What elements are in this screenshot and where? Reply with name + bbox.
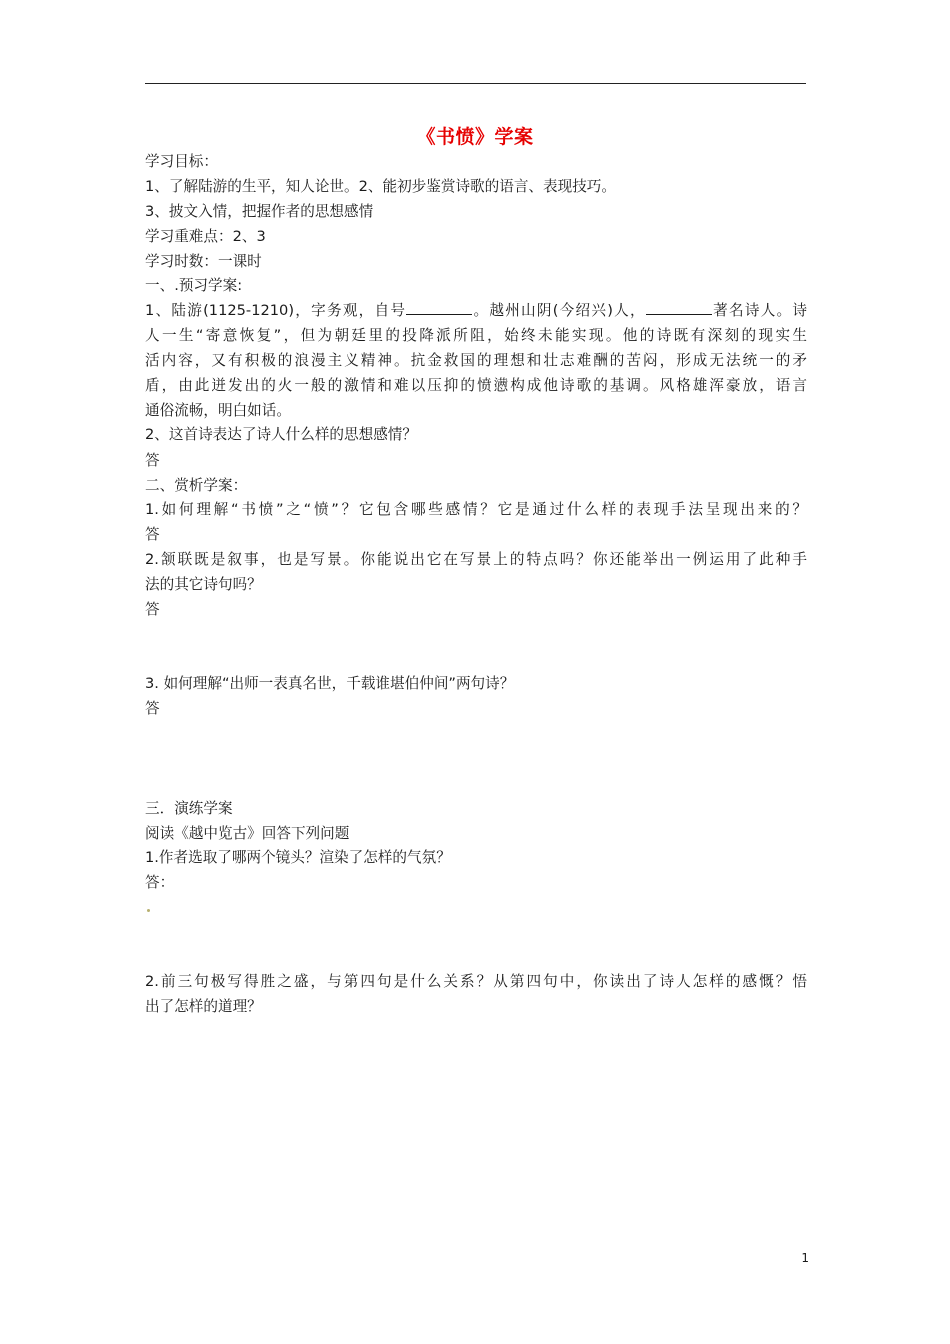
section3-heading: 三．演练学案 xyxy=(145,800,233,817)
section1-q1-line-5: 通俗流畅，明白如话。 xyxy=(145,402,291,419)
objective-line-2: 3、披文入情，把握作者的思想感情 xyxy=(145,203,374,220)
section2-q1-answer: 答 xyxy=(145,526,160,543)
study-hours: 学习时数：一课时 xyxy=(145,253,262,270)
section2-q1: 1.如何理解“书愤”之“愤”？它包含哪些感情？它是通过什么样的表现手法呈现出来的？ xyxy=(145,501,807,518)
section3-q1: 1.作者选取了哪两个镜头？渲染了怎样的气氛？ xyxy=(145,849,451,866)
section2-heading: 二、赏析学案： xyxy=(145,477,248,494)
section1-q1-line-4: 盾，由此迸发出的火一般的激情和难以压抑的愤懑构成他诗歌的基调。风格雄浑豪放，语言 xyxy=(145,377,807,394)
fill-blank-1[interactable] xyxy=(406,301,472,315)
fill-blank-2[interactable] xyxy=(646,301,712,315)
page-number: 1 xyxy=(801,1251,809,1265)
key-points: 学习重难点：2、3 xyxy=(145,228,266,245)
section2-q2-line-1: 2.颔联既是叙事，也是写景。你能说出它在写景上的特点吗？你还能举出一例运用了此种手 xyxy=(145,551,807,568)
section3-q2-line-1: 2.前三句极写得胜之盛，与第四句是什么关系？从第四句中，你读出了诗人怎样的感慨？悟 xyxy=(145,973,807,990)
section2-q2-line-2: 法的其它诗句吗？ xyxy=(145,576,262,593)
q1-text-a: 1、陆游(1125-1210)，字务观，自号 xyxy=(145,302,407,319)
section1-q1-line-1 xyxy=(145,301,807,321)
section3-intro: 阅读《越中览古》回答下列问题 xyxy=(145,825,350,842)
section2-q3-answer: 答 xyxy=(145,700,160,717)
q1-text-b: 。越州山阴(今绍兴)人， xyxy=(472,302,646,319)
objective-line-1: 1、了解陆游的生平，知人论世。2、能初步鉴赏诗歌的语言、表现技巧。 xyxy=(145,178,616,195)
stray-mark xyxy=(147,909,150,912)
section1-q1-line-2: 人一生“寄意恢复”，但为朝廷里的投降派所阻，始终未能实现。他的诗既有深刻的现实生 xyxy=(145,327,807,344)
section3-q1-answer: 答： xyxy=(145,874,175,891)
header-rule xyxy=(145,83,806,84)
section1-q2: 2、这首诗表达了诗人什么样的思想感情？ xyxy=(145,426,417,443)
q1-text-c: 著名诗人。诗 xyxy=(711,302,807,319)
section1-q1-line-3: 活内容，又有积极的浪漫主义精神。抗金救国的理想和壮志难酬的苦闷，形成无法统一的矛 xyxy=(145,352,807,369)
document-title: 《书愤》学案 xyxy=(416,126,534,148)
objectives-heading: 学习目标： xyxy=(145,153,218,170)
section1-heading: 一、.预习学案: xyxy=(145,277,243,294)
section3-q2-line-2: 出了怎样的道理？ xyxy=(145,998,262,1015)
section1-q2-answer: 答 xyxy=(145,452,160,469)
section2-q3: 3. 如何理解“出师一表真名世，千载谁堪伯仲间”两句诗？ xyxy=(145,675,515,692)
section2-q2-answer: 答 xyxy=(145,601,160,618)
